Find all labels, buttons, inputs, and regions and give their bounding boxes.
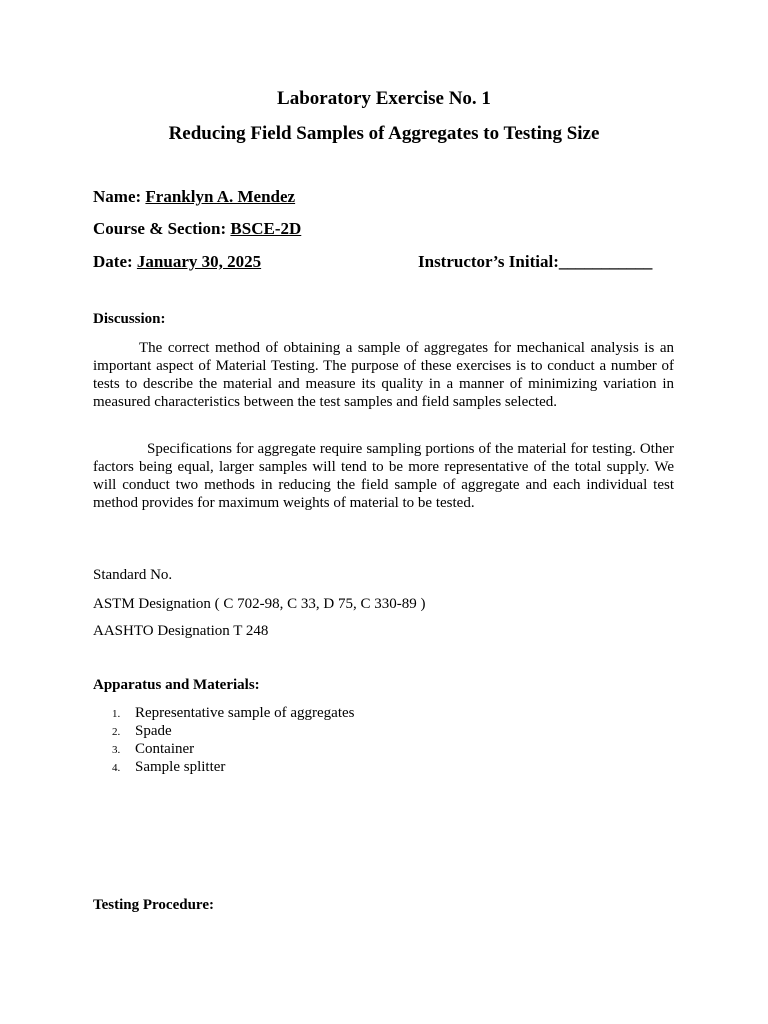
instructor-blank: ___________	[558, 252, 653, 271]
list-number: 2.	[112, 726, 121, 738]
date-value: January 30, 2025	[136, 252, 262, 271]
apparatus-heading: Apparatus and Materials:	[93, 677, 260, 693]
aashto-designation: AASHTO Designation T 248	[93, 623, 269, 639]
procedure-heading: Testing Procedure:	[93, 897, 214, 913]
list-number: 3.	[112, 744, 121, 756]
date-field	[93, 252, 261, 272]
discussion-heading: Discussion:	[93, 311, 166, 327]
date-label: Date:	[93, 252, 133, 271]
list-text: Sample splitter	[135, 759, 226, 775]
course-label: Course & Section:	[93, 219, 227, 238]
course-value: BSCE-2D	[230, 219, 302, 238]
course-field	[93, 219, 301, 239]
standard-label: Standard No.	[93, 567, 173, 583]
astm-designation: ASTM Designation ( C 702-98, C 33, D 75, C 330-89 )	[93, 596, 426, 612]
list-number: 1.	[112, 708, 121, 720]
discussion-paragraph: Specifications for aggregate require sampling portions of the material for testing. Other factors being equal, larger samples will tend to be more representative of the total supply. We will conduct two methods in reducing the field sample of aggregate and each individual test method provides for maximum weights of material to be tested.	[93, 441, 674, 511]
list-text: Representative sample of aggregates	[135, 705, 355, 721]
list-text: Container	[135, 741, 195, 757]
instructor-label: Instructor’s Initial:	[418, 252, 559, 271]
page-title: Laboratory Exercise No. 1	[277, 88, 491, 109]
discussion-paragraph: The correct method of obtaining a sample of aggregates for mechanical analysis is an important aspect of Material Testing. The purpose of these exercises is to conduct a number of tests to describe the material and measure its quality in a manner of minimizing variation in measured characteristics between the test samples and field samples selected.	[93, 340, 674, 410]
name-label: Name:	[93, 187, 142, 206]
page-subtitle: Reducing Field Samples of Aggregates to Testing Size	[168, 123, 600, 144]
name-field	[93, 187, 295, 207]
list-number: 4.	[112, 762, 121, 774]
list-text: Spade	[135, 723, 172, 739]
instructor-initial-field	[418, 252, 652, 272]
name-value: Franklyn A. Mendez	[145, 187, 296, 206]
